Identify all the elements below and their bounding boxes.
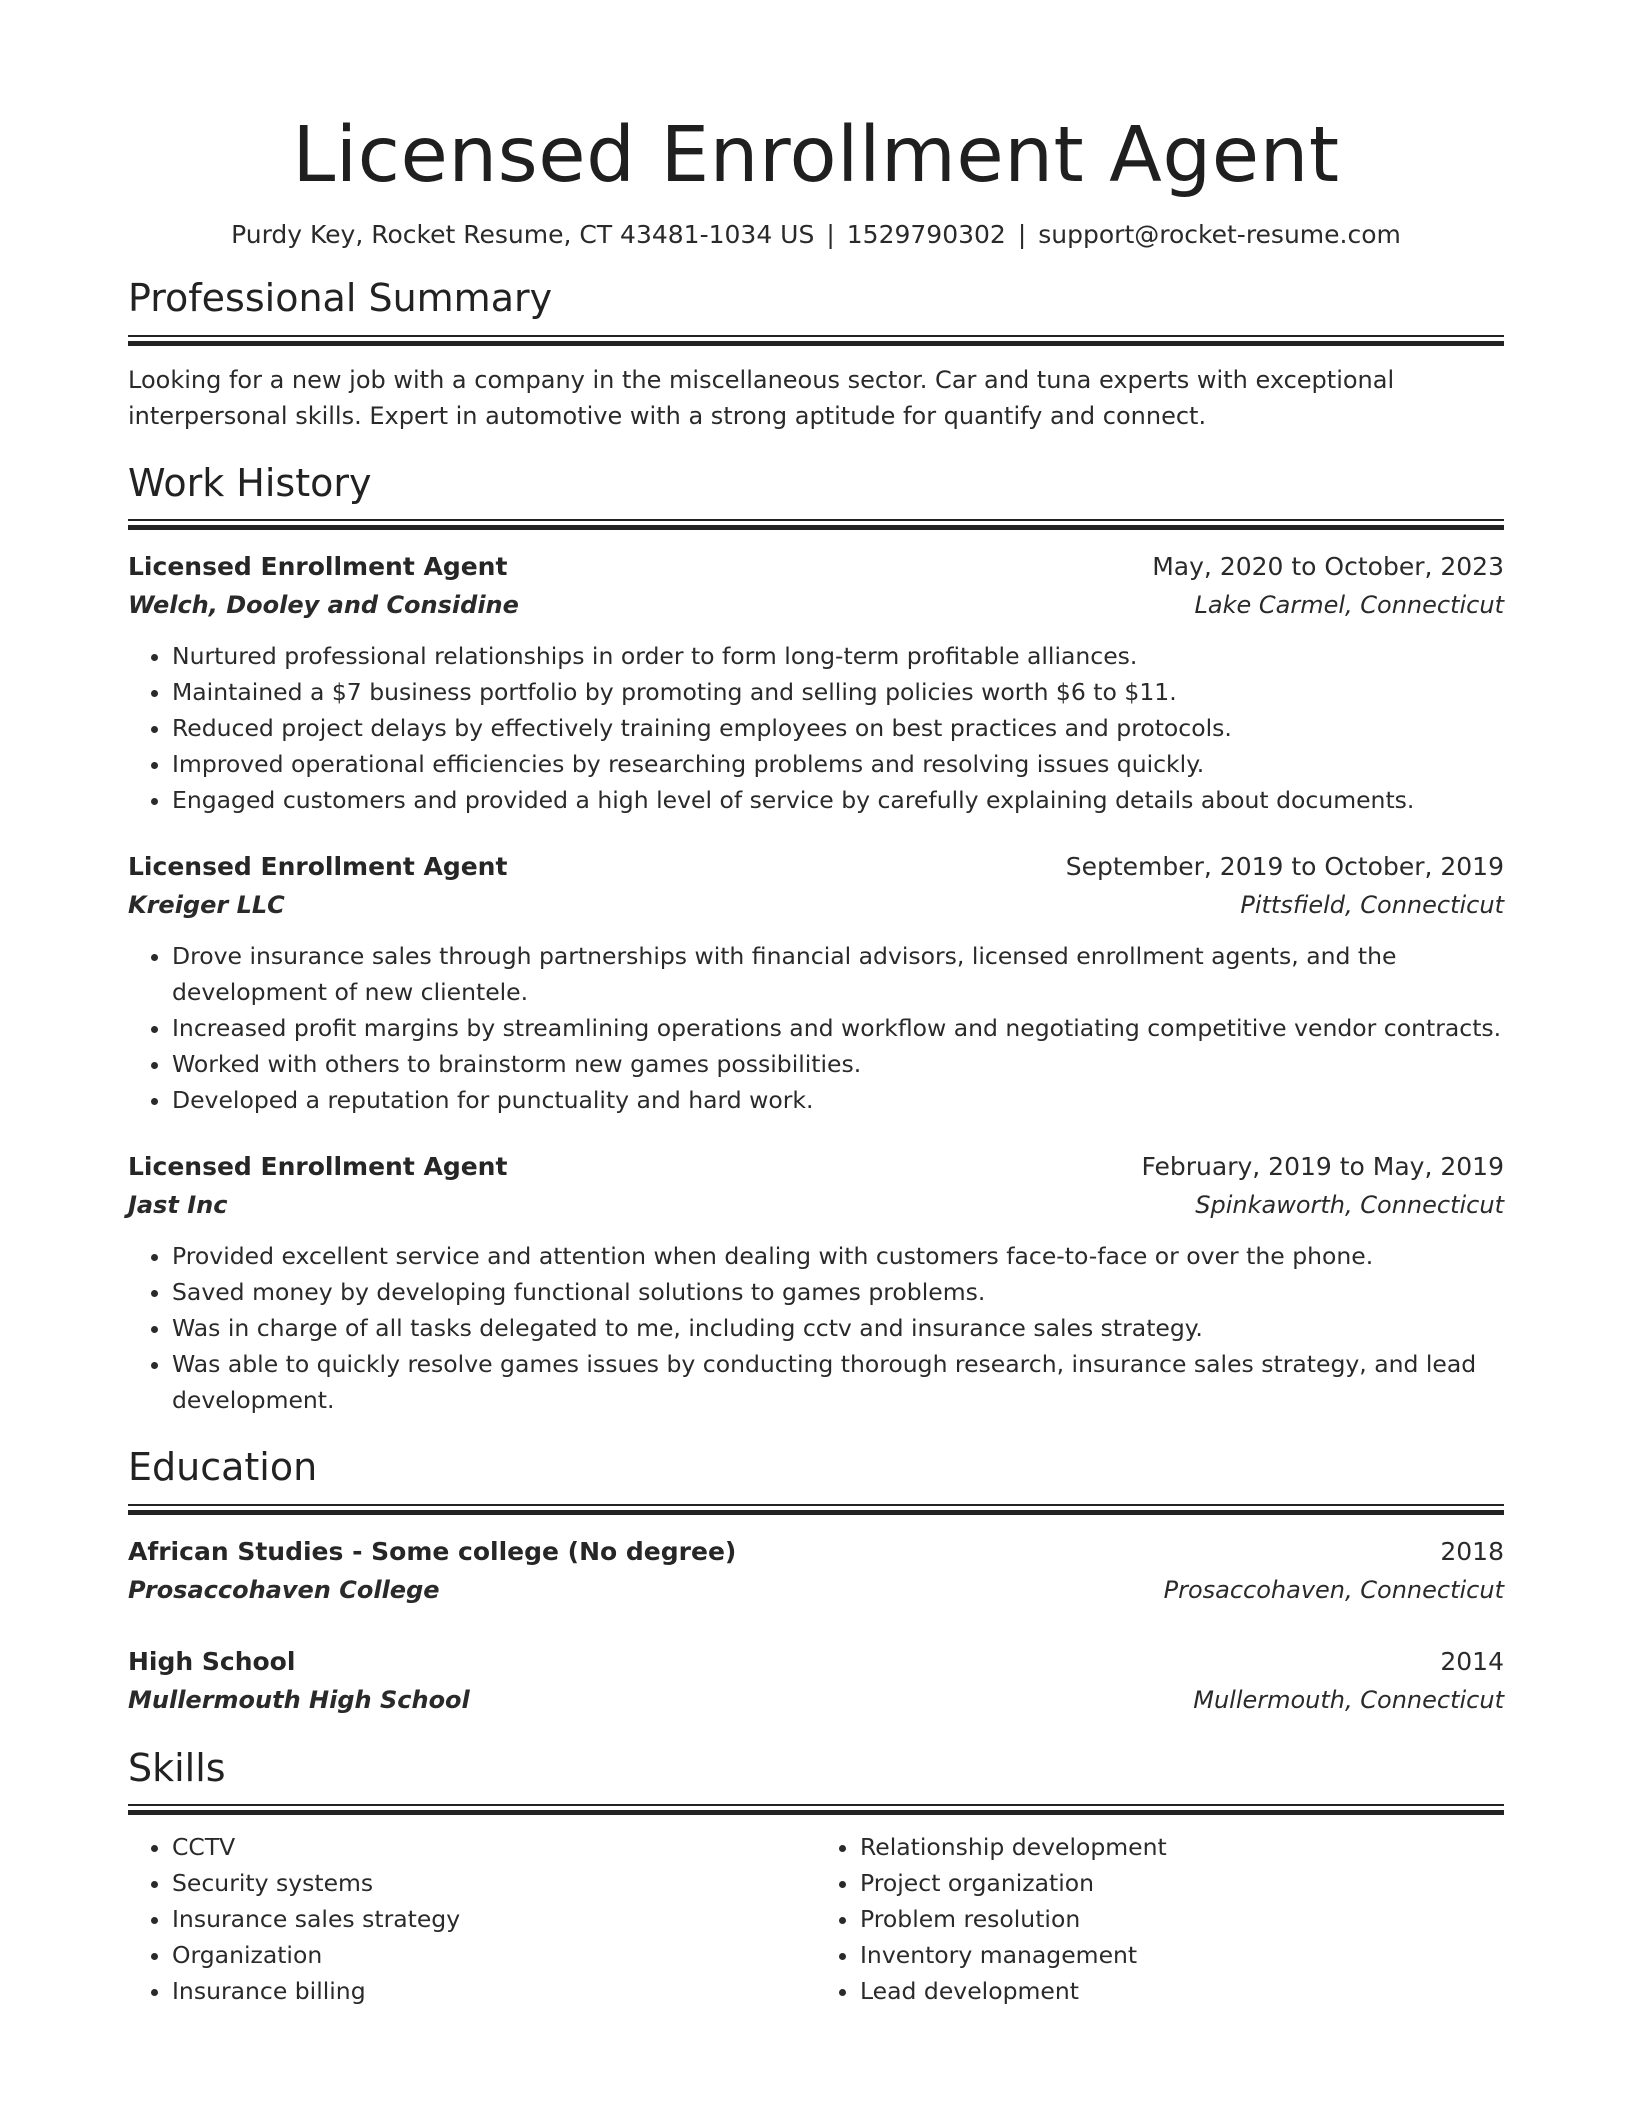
education-heading: Education bbox=[128, 1445, 318, 1490]
job-location: Lake Carmel, Connecticut bbox=[1194, 591, 1504, 620]
skills-section bbox=[128, 1719, 1504, 2010]
skills-heading: Skills bbox=[128, 1745, 226, 1790]
skill-item: • Problem resolution bbox=[860, 1901, 1504, 1937]
job-dates: May, 2020 to October, 2023 bbox=[1152, 552, 1504, 582]
education-year: 2014 bbox=[1440, 1646, 1504, 1676]
job-bullet: • Nurtured professional relationships in order to form long-term profitable alliances. bbox=[172, 638, 1504, 674]
education-entry bbox=[128, 1643, 1504, 1719]
section-divider bbox=[128, 1804, 1504, 1815]
job-bullet: • Developed a reputation for punctuality and hard work. bbox=[172, 1082, 1504, 1118]
job-company: Welch, Dooley and Considine bbox=[128, 591, 519, 620]
education-location: Mullermouth, Connecticut bbox=[1193, 1685, 1504, 1714]
skill-item: • Relationship development bbox=[860, 1829, 1504, 1865]
section-divider bbox=[128, 1504, 1504, 1515]
job-location: Spinkaworth, Connecticut bbox=[1195, 1191, 1504, 1220]
job-title: Licensed Enrollment Agent bbox=[128, 852, 508, 882]
job-bullet: • Engaged customers and provided a high level of service by carefully explaining details about documents. bbox=[172, 782, 1504, 818]
education-location: Prosaccohaven, Connecticut bbox=[1163, 1575, 1504, 1604]
skill-item: • Organization bbox=[172, 1937, 816, 1973]
skill-item: • Project organization bbox=[860, 1865, 1504, 1901]
section-divider bbox=[128, 519, 1504, 530]
job-bullets bbox=[128, 938, 1504, 1118]
skills-columns bbox=[128, 1829, 1504, 2009]
contact-separator: | bbox=[1017, 220, 1027, 250]
education-school: Prosaccohaven College bbox=[128, 1575, 440, 1604]
summary-section bbox=[128, 249, 1504, 434]
job-dates: September, 2019 to October, 2019 bbox=[1065, 852, 1504, 882]
job-location: Pittsfield, Connecticut bbox=[1240, 891, 1504, 920]
contact-phone: 1529790302 bbox=[846, 220, 1006, 250]
work-history-heading: Work History bbox=[128, 460, 372, 505]
job-bullet: • Maintained a $7 business portfolio by promoting and selling policies worth $6 to $11. bbox=[172, 674, 1504, 710]
job-bullet: • Worked with others to brainstorm new games possibilities. bbox=[172, 1046, 1504, 1082]
section-divider bbox=[128, 335, 1504, 346]
job-bullet: • Was in charge of all tasks delegated to me, including cctv and insurance sales strategy. bbox=[172, 1310, 1504, 1346]
education-entry bbox=[128, 1533, 1504, 1609]
job-bullet: • Increased profit margins by streamlining operations and workflow and negotiating competitive vendor contracts. bbox=[172, 1010, 1504, 1046]
education-degree: High School bbox=[128, 1646, 296, 1676]
contact-address: Purdy Key, Rocket Resume, CT 43481-1034 US bbox=[231, 220, 815, 250]
education-school: Mullermouth High School bbox=[128, 1685, 470, 1714]
education-section bbox=[128, 1418, 1504, 1719]
job-bullet: • Drove insurance sales through partnerships with financial advisors, licensed enrollment agents, and the development of new clientele. bbox=[172, 938, 1504, 1010]
work-history-section bbox=[128, 434, 1504, 1419]
skill-item: • Security systems bbox=[172, 1865, 816, 1901]
contact-separator: | bbox=[826, 220, 835, 250]
skill-item: • CCTV bbox=[172, 1829, 816, 1865]
skill-item: • Insurance sales strategy bbox=[172, 1901, 816, 1937]
job-title: Licensed Enrollment Agent bbox=[128, 1152, 508, 1182]
job-entry bbox=[128, 848, 1504, 1118]
skills-list-left bbox=[128, 1829, 816, 2009]
job-bullet: • Provided excellent service and attention when dealing with customers face-to-face or over the phone. bbox=[172, 1238, 1504, 1274]
job-company: Kreiger LLC bbox=[128, 891, 285, 920]
skill-item: • Insurance billing bbox=[172, 1973, 816, 2009]
skills-list-right bbox=[816, 1829, 1504, 2009]
summary-text: Looking for a new job with a company in the miscellaneous sector. Car and tuna experts with exceptional interpersonal skills. Expert in automotive with a strong aptitude for quantify and connect. bbox=[128, 365, 1395, 430]
job-dates: February, 2019 to May, 2019 bbox=[1141, 1152, 1504, 1182]
skill-item: • Inventory management bbox=[860, 1937, 1504, 1973]
summary-heading: Professional Summary bbox=[128, 276, 553, 321]
job-bullet: • Reduced project delays by effectively training employees on best practices and protocols. bbox=[172, 710, 1504, 746]
job-bullet: • Saved money by developing functional solutions to games problems. bbox=[172, 1274, 1504, 1310]
resume-title: Licensed Enrollment Agent bbox=[292, 111, 1340, 200]
job-entry bbox=[128, 1148, 1504, 1418]
job-bullets bbox=[128, 1238, 1504, 1418]
job-entry bbox=[128, 548, 1504, 818]
education-degree: African Studies - Some college (No degree) bbox=[128, 1536, 737, 1566]
job-company: Jast Inc bbox=[128, 1191, 228, 1220]
job-bullet: • Was able to quickly resolve games issues by conducting thorough research, insurance sales strategy, and lead development. bbox=[172, 1346, 1504, 1418]
contact-line bbox=[128, 220, 1504, 249]
job-bullet: • Improved operational efficiencies by researching problems and resolving issues quickly. bbox=[172, 746, 1504, 782]
job-title: Licensed Enrollment Agent bbox=[128, 552, 508, 582]
skill-item: • Lead development bbox=[860, 1973, 1504, 2009]
job-bullets bbox=[128, 638, 1504, 818]
education-year: 2018 bbox=[1440, 1536, 1504, 1566]
contact-email: support@rocket-resume.com bbox=[1038, 220, 1401, 250]
